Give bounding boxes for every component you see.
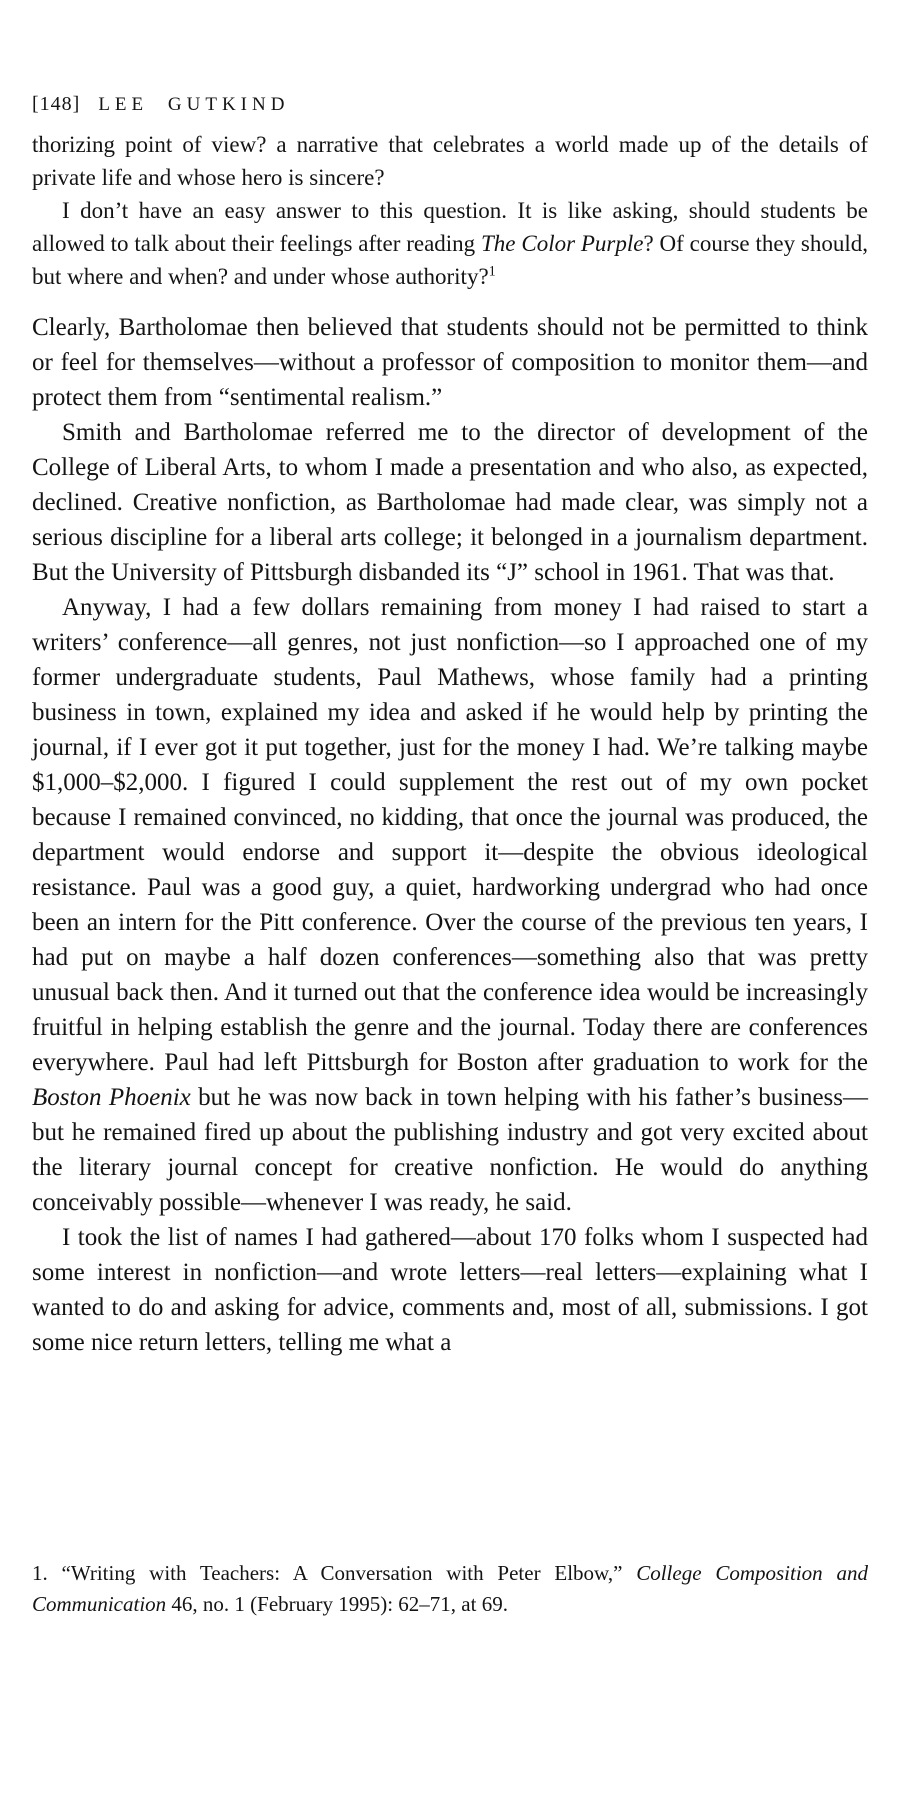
paragraph-text: Smith and Bartholomae referred me to the director of development of the College of Liberal Arts, to whom I made a presentation and who also, as expected, declined. Creative nonfiction, as Bartholomae had made clear, was simply not a serious discipline for a liberal arts college; it belonged in a journalism department. But the University of Pittsburgh disbanded its “J” school in 1961. That was that.	[32, 419, 868, 586]
quote-paragraph-2	[32, 194, 868, 293]
running-head	[32, 94, 868, 114]
paragraph-2	[32, 415, 868, 590]
quote-text: ? Of course they should, but where and when? and under whose authority?	[32, 231, 868, 289]
footnote-paragraph	[32, 1558, 868, 1620]
quote-paragraph-1	[32, 128, 868, 194]
quote-text: thorizing point of view? a narrative that celebrates a world made up of the details of private life and whose hero is sincere?	[32, 132, 868, 190]
paragraph-1	[32, 310, 868, 415]
magazine-title-italic: Boston Phoenix	[32, 1084, 191, 1111]
journal-title-italic: College Composition and Communication	[32, 1561, 868, 1616]
quote-text: I don’t have an easy answer to this question. It is like asking, should students be allowed to talk about their feelings after reading	[32, 198, 868, 256]
paragraph-text: Clearly, Bartholomae then believed that students should not be permitted to think or feel for themselves—without a professor of composition to monitor them—and protect them from “sentimental realism.”	[32, 314, 868, 411]
paragraph-text: Anyway, I had a few dollars remaining from money I had raised to start a writers’ conference—all genres, not just nonfiction—so I approached one of my former undergraduate students, Paul Mathews, whose family had a printing business in town, explained my idea and asked if he would help by printing the journal, if I ever got it put together, just for the money I had. We’re talking maybe $1,000–$2,000. I figured I could supplement the rest out of my own pocket because I remained convinced, no kidding, that once the journal was produced, the department would endorse and support it—despite the obvious ideological resistance. Paul was a good guy, a quiet, hardworking undergrad who had once been an intern for the Pitt conference. Over the course of the previous ten years, I had put on maybe a half dozen conferences—something also that was pretty unusual back then. And it turned out that the conference idea would be increasingly fruitful in helping establish the genre and the journal. Today there are conferences everywhere. Paul had left Pittsburgh for Boston after graduation to work for the	[32, 594, 868, 1076]
footnote-text: 1. “Writing with Teachers: A Conversation with Peter Elbow,”	[32, 1561, 637, 1585]
footnote	[32, 1558, 868, 1620]
block-quote	[32, 128, 868, 293]
body-text	[32, 310, 868, 1360]
paragraph-3	[32, 590, 868, 1220]
footnote-text: 46, no. 1 (February 1995): 62–71, at 69.	[166, 1592, 508, 1616]
running-head-author: LEE GUTKIND	[98, 94, 290, 115]
page-number: [148]	[32, 93, 81, 115]
paragraph-text: but he was now back in town helping with his father’s business—but he remained fired up about the publishing industry and got very excited about the literary journal concept for creative nonfiction. He would do anything conceivably possible—whenever I was ready, he said.	[32, 1084, 868, 1216]
paragraph-4	[32, 1220, 868, 1360]
paragraph-text: I took the list of names I had gathered—about 170 folks whom I suspected had some interest in nonfiction—and wrote letters—real letters—explaining what I wanted to do and asking for advice, comments and, most of all, submissions. I got some nice return letters, telling me what a	[32, 1224, 868, 1356]
book-title-italic: The Color Purple	[481, 231, 644, 256]
footnote-reference: 1	[488, 263, 496, 280]
